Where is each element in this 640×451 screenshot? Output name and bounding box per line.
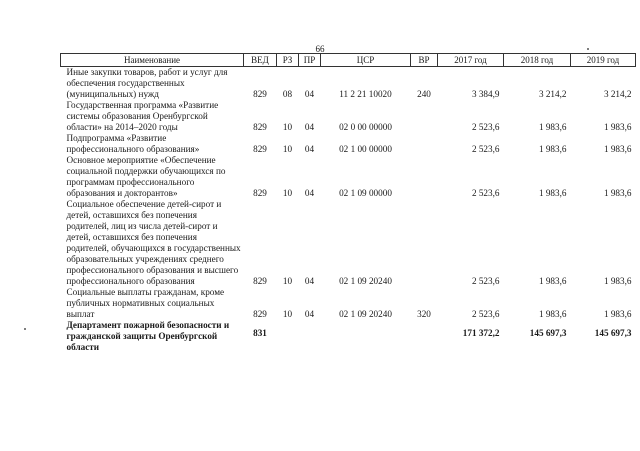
- row-rz: 10: [282, 144, 293, 154]
- row-name: Иные закупки товаров, работ и услуг для обеспечения государственных (муниципальных) нужд: [66, 67, 228, 99]
- row-vr: [411, 199, 438, 287]
- row-2019: 145 697,3: [594, 328, 632, 338]
- row-name: Департамент пожарной безопасности и гражданской защиты Оренбургской области: [66, 320, 230, 352]
- row-csr: 02 1 09 20240: [339, 276, 392, 286]
- row-vr: [411, 155, 438, 199]
- row-csr: 11 2 21 10020: [339, 89, 392, 99]
- row-2017: 2 523,6: [471, 144, 500, 154]
- row-2017: 3 384,9: [471, 89, 500, 99]
- row-vr: [411, 320, 438, 353]
- row-2018: 1 983,6: [538, 122, 567, 132]
- row-rz: 10: [282, 276, 293, 286]
- header-vr: ВР: [411, 54, 438, 67]
- row-csr: 02 1 00 00000: [339, 144, 392, 154]
- row-rz: 10: [282, 188, 293, 198]
- row-2019: 1 983,6: [603, 188, 632, 198]
- row-2017: 2 523,6: [471, 276, 500, 286]
- row-csr: 02 0 00 00000: [339, 122, 392, 132]
- row-rz: 10: [282, 122, 293, 132]
- table-row: [61, 67, 636, 101]
- row-2019: 1 983,6: [603, 144, 632, 154]
- table-header-row: [61, 54, 636, 67]
- row-ved: 829: [253, 89, 267, 99]
- row-ved: 831: [253, 328, 267, 338]
- row-ved: 829: [253, 276, 267, 286]
- row-name: Государственная программа «Развитие системы образования Оренбургской области» на 2014–2020 годы: [66, 100, 219, 132]
- header-2018: 2018 год: [504, 54, 571, 67]
- row-name: Социальное обеспечение детей-сирот и детей, оставшихся без попечения родителей, лиц из числа детей-сирот и детей, оставшихся без попечения родителей, обучающихся в государственных образовательных учреждениях среднего профессионального образования и высшего профессионального образования: [66, 199, 241, 286]
- row-2018: 1 983,6: [538, 309, 567, 319]
- row-rz: [277, 320, 299, 353]
- header-csr: ЦСР: [321, 54, 411, 67]
- row-2019: 1 983,6: [603, 122, 632, 132]
- row-2017: 2 523,6: [471, 188, 500, 198]
- row-csr: 02 1 09 00000: [339, 188, 392, 198]
- row-rz: 10: [282, 309, 293, 319]
- table-row: [61, 155, 636, 199]
- header-pr: ПР: [299, 54, 321, 67]
- header-2017: 2017 год: [438, 54, 504, 67]
- table-row: [61, 199, 636, 287]
- page-number: 66: [315, 44, 325, 54]
- row-pr: 04: [304, 144, 315, 154]
- row-ved: 829: [253, 122, 267, 132]
- row-2019: 3 214,2: [603, 89, 632, 99]
- row-ved: 829: [253, 144, 267, 154]
- table-row: [61, 133, 636, 155]
- header-2019: 2019 год: [571, 54, 636, 67]
- row-2017: 2 523,6: [471, 122, 500, 132]
- row-pr: 04: [304, 276, 315, 286]
- row-2017: 2 523,6: [471, 309, 500, 319]
- row-vr: 240: [417, 89, 431, 99]
- row-ved: 829: [253, 309, 267, 319]
- row-name: Подпрограмма «Развитие профессионального образования»: [66, 133, 200, 154]
- row-2018: 1 983,6: [538, 144, 567, 154]
- row-csr: [321, 320, 411, 353]
- table-row: [61, 100, 636, 133]
- row-2019: 1 983,6: [603, 309, 632, 319]
- row-2019: 1 983,6: [603, 276, 632, 286]
- row-name: Основное мероприятие «Обеспечение социальной поддержки обучающихся по программам профессионального образования и докторантов»: [66, 155, 226, 198]
- header-ved: ВЕД: [244, 54, 277, 67]
- row-2018: 1 983,6: [538, 276, 567, 286]
- table-row: [61, 287, 636, 320]
- row-pr: 04: [304, 188, 315, 198]
- row-pr: 04: [304, 309, 315, 319]
- row-vr: [411, 133, 438, 155]
- budget-table: [60, 53, 636, 353]
- row-2018: 3 214,2: [538, 89, 567, 99]
- row-vr: 320: [417, 309, 431, 319]
- row-pr: [299, 320, 321, 353]
- row-rz: 08: [282, 89, 293, 99]
- row-pr: 04: [304, 89, 315, 99]
- row-2017: 171 372,2: [462, 328, 500, 338]
- row-2018: 145 697,3: [529, 328, 567, 338]
- row-vr: [411, 100, 438, 133]
- header-rz: РЗ: [277, 54, 299, 67]
- header-name: Наименование: [61, 54, 244, 67]
- row-2018: 1 983,6: [538, 188, 567, 198]
- row-csr: 02 1 09 20240: [339, 309, 392, 319]
- table-row-department: [61, 320, 636, 353]
- row-ved: 829: [253, 188, 267, 198]
- row-name: Социальные выплаты гражданам, кроме публичных нормативных социальных выплат: [66, 287, 225, 319]
- scan-speck: [587, 48, 589, 50]
- scan-speck: [24, 328, 26, 330]
- row-pr: 04: [304, 122, 315, 132]
